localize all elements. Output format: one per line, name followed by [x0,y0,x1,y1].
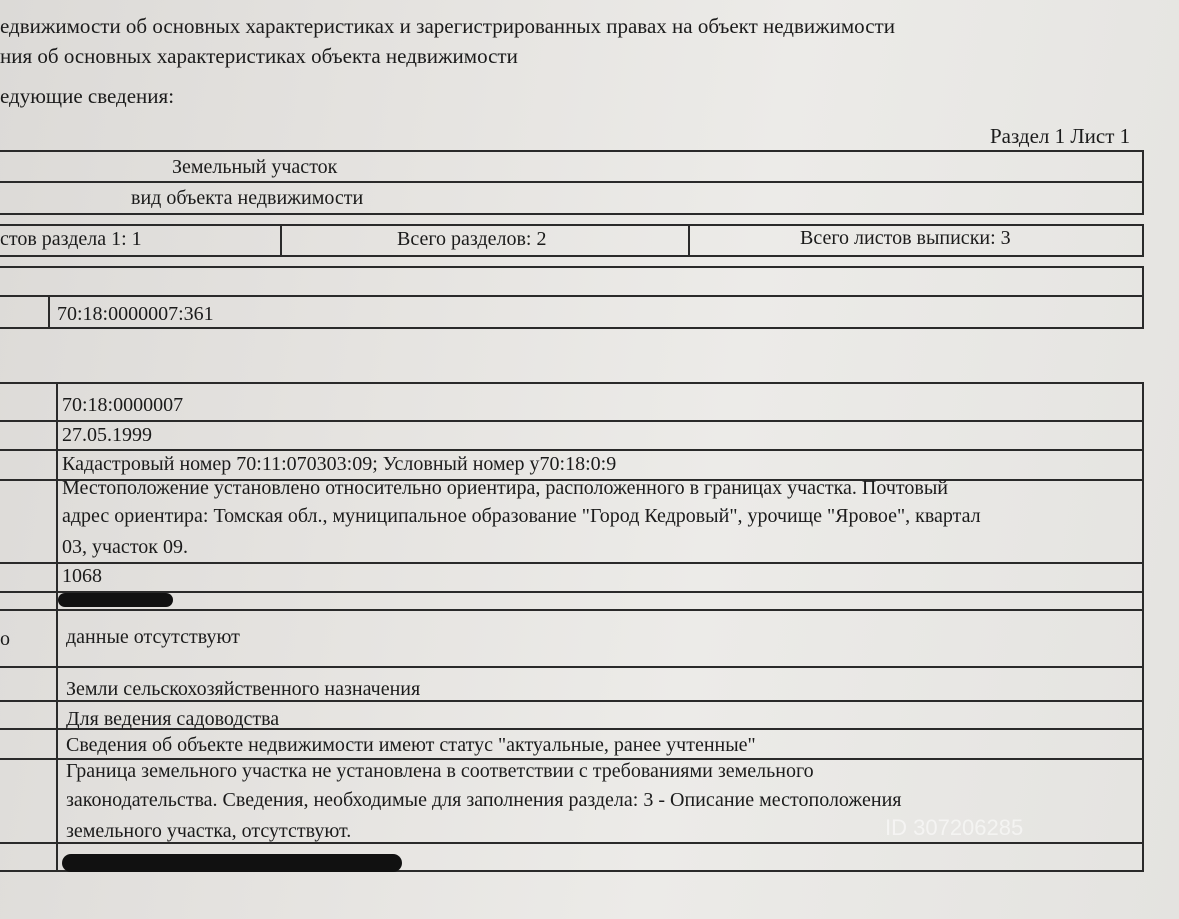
total-sheets: Всего листов выписки: 3 [800,227,1011,249]
total-sections: Всего разделов: 2 [397,228,547,250]
header-line-3: едующие сведения: [0,84,175,108]
section-sheets-count: стов раздела 1: 1 [0,228,142,250]
land-category: Земли сельскохозяйственного назначения [66,678,421,700]
cadastral-number: 70:18:0000007:361 [57,303,214,325]
previous-numbers: Кадастровый номер 70:11:070303:09; Условный номер у70:18:0:9 [62,453,617,475]
note-line-1: Граница земельного участка не установлена в соответствии с требованиями земельного [66,760,814,782]
header-line-1: едвижимости об основных характеристиках и зарегистрированных правах на объект недвижимости [0,14,895,38]
cadastral-quarter: 70:18:0000007 [62,394,184,416]
location-line-2: адрес ориентира: Томская обл., муниципальное образование "Город Кедровый", урочище "Яровое", квартал [62,505,981,527]
location-line-3: 03, участок 09. [62,536,189,558]
sheet-label: Раздел 1 Лист 1 [990,124,1131,148]
note-line-3: земельного участка, отсутствуют. [66,820,352,842]
object-status: Сведения об объекте недвижимости имеют статус "актуальные, ранее учтенные" [66,734,756,756]
redaction-mark [58,593,173,607]
registration-date: 27.05.1999 [62,424,152,446]
header-line-2: ния об основных характеристиках объекта недвижимости [0,44,518,68]
watermark-id: ID 307206285 [885,815,1024,840]
object-type-value: Земельный участок [172,156,338,178]
note-line-2: законодательства. Сведения, необходимые для заполнения раздела: 3 - Описание местоположения [66,789,902,811]
area-value: 1068 [62,565,102,587]
left-column-fragment: о [0,628,10,650]
no-data-text: данные отсутствуют [66,626,240,648]
redaction-mark-bottom [62,854,402,872]
location-line-1: Местоположение установлено относительно ориентира, расположенного в границах участка. Почтовый [62,477,948,499]
permitted-use: Для ведения садоводства [66,708,280,730]
object-type-caption: вид объекта недвижимости [131,187,364,209]
